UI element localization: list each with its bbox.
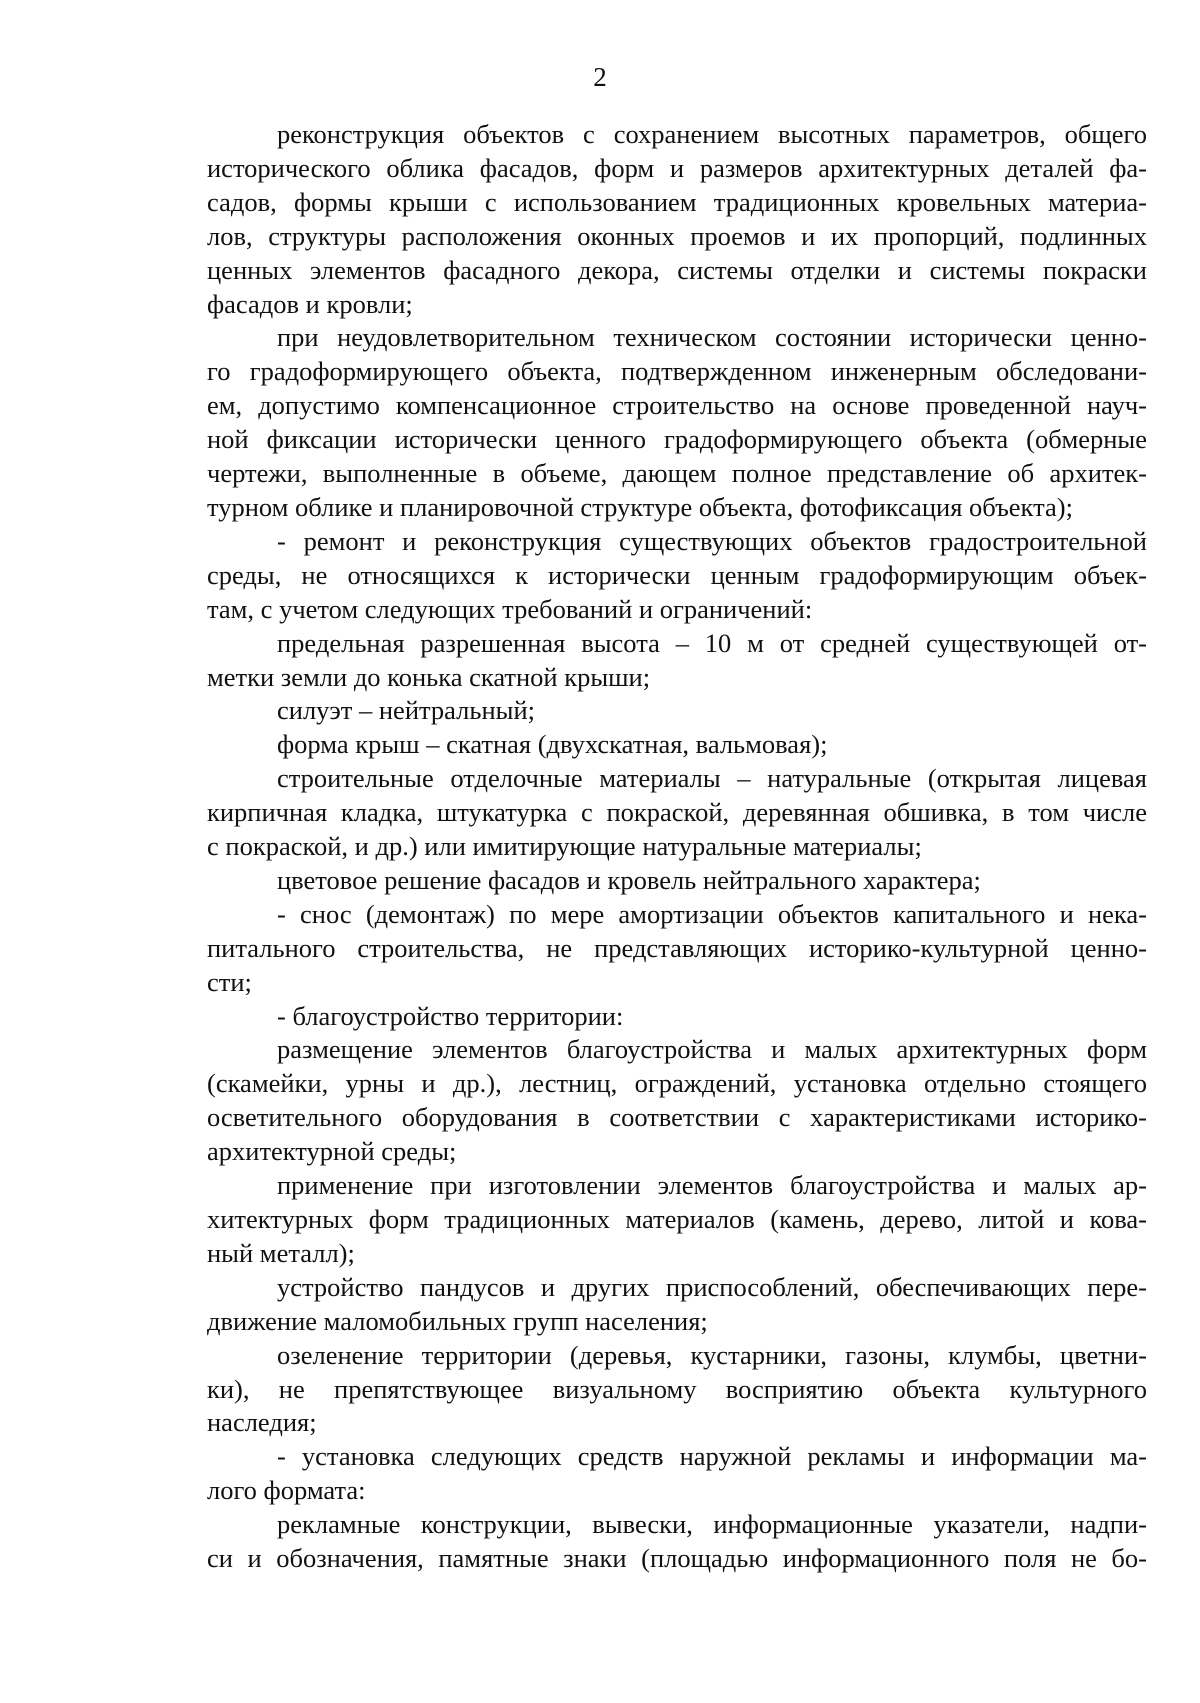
text-line: кирпичная кладка, штукатурка с покраской, деревянная обшивка, в том числе [207,797,1147,828]
text-line: движение маломобильных групп населения; [207,1305,708,1336]
text-line: там, с учетом следующих требований и ограничений: [207,593,813,624]
text-line: сти; [207,966,252,997]
paragraph [207,1169,1147,1271]
text-line: питального строительства, не представляющих историко-культурной ценно- [207,932,1147,963]
text-line: с покраской, и др.) или имитирующие натуральные материалы; [207,831,922,862]
text-line: хитектурных форм традиционных материалов (камень, дерево, литой и кова- [207,1204,1147,1234]
paragraph [207,1271,1147,1339]
text-line: фасадов и кровли; [207,288,413,319]
text-line: архитектурной среды; [207,1136,457,1167]
text-line: форма крыш – скатная (двухскатная, вальмовая); [277,729,828,760]
text-line: наследия; [207,1407,317,1438]
text-line: озеленение территории (деревья, кустарники, газоны, клумбы, цветни- [277,1339,1147,1370]
text-line: ем, допустимо компенсационное строительство на основе проведенной науч- [207,390,1147,421]
text-line: - снос (демонтаж) по мере амортизации объектов капитального и нека- [277,898,1147,929]
text-line: ной фиксации исторически ценного градоформирующего объекта (обмерные [207,424,1147,455]
text-line: рекламные конструкции, вывески, информационные указатели, надпи- [277,1509,1147,1540]
text-line: ный металл); [207,1237,355,1268]
text-line: при неудовлетворительном техническом состоянии исторически ценно- [277,322,1147,353]
text-line: реконструкция объектов с сохранением высотных параметров, общего [277,119,1147,149]
text-line: ки), не препятствующее визуальному восприятию объекта культурного [207,1373,1147,1404]
text-line: осветительного оборудования в соответствии с характеристиками историко- [207,1102,1147,1133]
text-line: - благоустройство территории: [277,1000,624,1031]
text-line: среды, не относящихся к исторически ценным градоформирующим объек- [207,559,1147,590]
paragraph [207,864,1147,898]
paragraph [207,1000,1147,1034]
text-line: исторического облика фасадов, форм и размеров архитектурных деталей фа- [207,152,1147,183]
document-body [207,118,1147,1576]
text-line: чертежи, выполненные в объеме, дающем полное представление об архитек- [207,458,1147,489]
text-line: размещение элементов благоустройства и малых архитектурных форм [277,1034,1147,1065]
text-line: ценных элементов фасадного декора, системы отделки и системы покраски [207,254,1147,285]
text-line: силуэт – нейтральный; [277,695,535,726]
text-line: предельная разрешенная высота – 10 м от средней существующей от- [277,627,1147,658]
paragraph [207,728,1147,762]
paragraph [207,762,1147,864]
text-line: лого формата: [207,1475,366,1506]
text-line: (скамейки, урны и др.), лестниц, ограждений, установка отдельно стоящего [207,1068,1147,1099]
paragraph [207,898,1147,1000]
text-line: - установка следующих средств наружной рекламы и информации ма- [277,1441,1147,1472]
text-line: цветовое решение фасадов и кровель нейтрального характера; [277,864,981,895]
text-line: си и обозначения, памятные знаки (площадью информационного поля не бо- [207,1543,1147,1574]
paragraph [207,1339,1147,1441]
page-number: 2 [593,62,607,92]
paragraph [207,118,1147,321]
paragraph [207,1033,1147,1169]
text-line: метки земли до конька скатной крыши; [207,661,651,692]
text-line: устройство пандусов и других приспособлений, обеспечивающих пере- [277,1271,1147,1302]
text-line: го градоформирующего объекта, подтвержденном инженерным обследовани- [207,356,1147,387]
text-line: применение при изготовлении элементов благоустройства и малых ар- [277,1170,1147,1201]
paragraph [207,694,1147,728]
paragraph [207,627,1147,695]
text-line: лов, структуры расположения оконных проемов и их пропорций, подлинных [207,220,1147,251]
text-line: - ремонт и реконструкция существующих объектов градостроительной [277,525,1147,556]
paragraph [207,1440,1147,1508]
paragraph [207,321,1147,524]
text-line: строительные отделочные материалы – натуральные (открытая лицевая [277,763,1147,794]
paragraph [207,1508,1147,1576]
text-line: садов, формы крыши с использованием традиционных кровельных материа- [207,186,1147,217]
paragraph [207,525,1147,627]
text-line: турном облике и планировочной структуре объекта, фотофиксация объекта); [207,491,1073,522]
